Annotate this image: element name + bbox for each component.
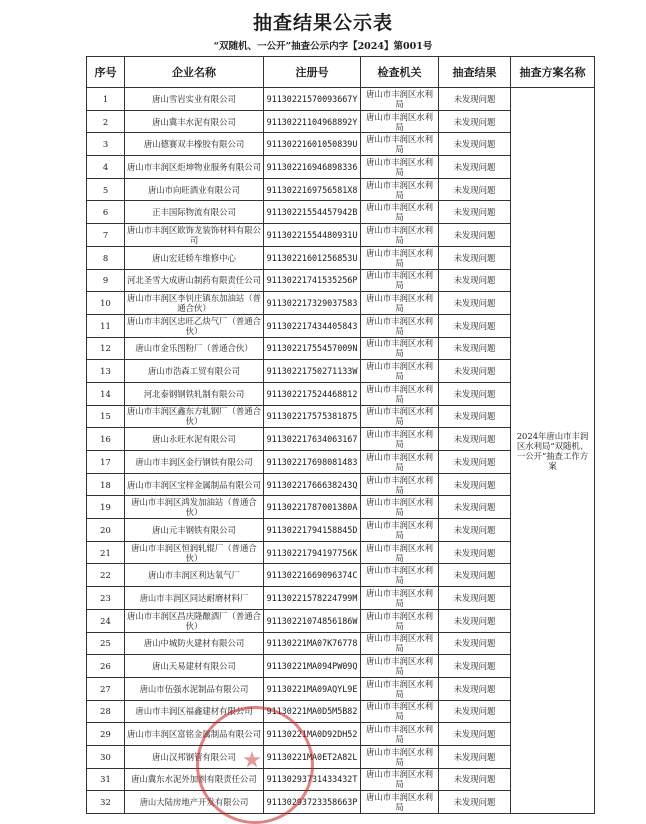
row-number: 25 bbox=[87, 632, 125, 655]
row-number: 16 bbox=[87, 428, 125, 451]
inspection-result: 未发现问题 bbox=[439, 224, 511, 247]
inspection-authority: 唐山市丰润区水利局 bbox=[361, 201, 439, 224]
company-name: 唐山市丰润区恒润轧辊厂（普通合伙） bbox=[125, 541, 264, 564]
inspection-result: 未发现问题 bbox=[439, 133, 511, 156]
inspection-result: 未发现问题 bbox=[439, 473, 511, 496]
inspection-result: 未发现问题 bbox=[439, 655, 511, 678]
company-name: 正丰国际物流有限公司 bbox=[125, 201, 264, 224]
table-row bbox=[87, 88, 595, 111]
inspection-result: 未发现问题 bbox=[439, 677, 511, 700]
registration-number: 91130221601050839U bbox=[264, 133, 361, 156]
inspection-result: 未发现问题 bbox=[439, 700, 511, 723]
row-number: 4 bbox=[87, 156, 125, 179]
table-body bbox=[87, 88, 595, 814]
company-name: 唐山市金乐图粉厂（普通合伙） bbox=[125, 337, 264, 360]
inspection-authority: 唐山市丰润区水利局 bbox=[361, 88, 439, 111]
inspection-authority: 唐山市丰润区水利局 bbox=[361, 745, 439, 768]
inspection-result: 未发现问题 bbox=[439, 110, 511, 133]
company-name: 唐山市丰润区同达耐磨材料厂 bbox=[125, 587, 264, 610]
column-header-name: 企业名称 bbox=[125, 57, 264, 88]
registration-number: 91130221741535256P bbox=[264, 269, 361, 292]
company-name: 唐山元丰钢铁有限公司 bbox=[125, 519, 264, 542]
row-number: 3 bbox=[87, 133, 125, 156]
company-name: 唐山德赛双丰橡胶有限公司 bbox=[125, 133, 264, 156]
company-name: 唐山市丰润区鸿发加油站（普通合伙） bbox=[125, 496, 264, 519]
inspection-result: 未发现问题 bbox=[439, 428, 511, 451]
row-number: 27 bbox=[87, 677, 125, 700]
registration-number: 91130221794197756K bbox=[264, 541, 361, 564]
row-number: 18 bbox=[87, 473, 125, 496]
inspection-authority: 唐山市丰润区水利局 bbox=[361, 496, 439, 519]
registration-number: 91130221755457009N bbox=[264, 337, 361, 360]
registration-number: 91130221074856186W bbox=[264, 609, 361, 632]
row-number: 13 bbox=[87, 360, 125, 383]
inspection-result: 未发现问题 bbox=[439, 246, 511, 269]
inspection-result: 未发现问题 bbox=[439, 201, 511, 224]
inspection-result: 未发现问题 bbox=[439, 269, 511, 292]
column-header-org: 检查机关 bbox=[361, 57, 439, 88]
company-name: 唐山汉邦钢管有限公司 bbox=[125, 745, 264, 768]
inspection-result: 未发现问题 bbox=[439, 541, 511, 564]
registration-number: 9113022169756581X8 bbox=[264, 178, 361, 201]
inspection-authority: 唐山市丰润区水利局 bbox=[361, 178, 439, 201]
inspection-result: 未发现问题 bbox=[439, 519, 511, 542]
inspection-authority: 唐山市丰润区水利局 bbox=[361, 110, 439, 133]
inspection-authority: 唐山市丰润区水利局 bbox=[361, 337, 439, 360]
registration-number: 91130293723358663P bbox=[264, 791, 361, 814]
inspection-result: 未发现问题 bbox=[439, 360, 511, 383]
company-name: 唐山宏廷轿车维修中心 bbox=[125, 246, 264, 269]
company-name: 唐山市丰润区金行钢铁有限公司 bbox=[125, 451, 264, 474]
company-name: 唐山市丰润区李钊庄镇东加油站（普通合伙） bbox=[125, 292, 264, 315]
inspection-authority: 唐山市丰润区水利局 bbox=[361, 269, 439, 292]
inspection-authority: 唐山市丰润区水利局 bbox=[361, 541, 439, 564]
company-name: 唐山中城防火建材有限公司 bbox=[125, 632, 264, 655]
inspection-authority: 唐山市丰润区水利局 bbox=[361, 473, 439, 496]
row-number: 5 bbox=[87, 178, 125, 201]
registration-number: 91130221554480931U bbox=[264, 224, 361, 247]
inspection-authority: 唐山市丰润区水利局 bbox=[361, 156, 439, 179]
inspection-result: 未发现问题 bbox=[439, 791, 511, 814]
registration-number: 91130221MA07K76778 bbox=[264, 632, 361, 655]
row-number: 31 bbox=[87, 768, 125, 791]
inspection-result: 未发现问题 bbox=[439, 632, 511, 655]
registration-number: 91130221MA094PW09Q bbox=[264, 655, 361, 678]
company-name: 唐山雪岩实业有限公司 bbox=[125, 88, 264, 111]
inspection-authority: 唐山市丰润区水利局 bbox=[361, 632, 439, 655]
registration-number: 91130221554457942B bbox=[264, 201, 361, 224]
company-name: 河北圣雪大成唐山制药有限责任公司 bbox=[125, 269, 264, 292]
inspection-authority: 唐山市丰润区水利局 bbox=[361, 224, 439, 247]
inspection-authority: 唐山市丰润区水利局 bbox=[361, 133, 439, 156]
company-name: 唐山市丰润区利达氧气厂 bbox=[125, 564, 264, 587]
registration-number: 91130221104968892Y bbox=[264, 110, 361, 133]
row-number: 12 bbox=[87, 337, 125, 360]
registration-number: 91130221750271133W bbox=[264, 360, 361, 383]
registration-number: 91130221MA0ET2A82L bbox=[264, 745, 361, 768]
registration-number: 91130221766638243Q bbox=[264, 473, 361, 496]
company-name: 唐山市丰润区忠旺乙炔气厂（普通合伙） bbox=[125, 314, 264, 337]
inspection-result: 未发现问题 bbox=[439, 451, 511, 474]
inspection-authority: 唐山市丰润区水利局 bbox=[361, 677, 439, 700]
registration-number: 911302217698081483 bbox=[264, 451, 361, 474]
row-number: 28 bbox=[87, 700, 125, 723]
row-number: 7 bbox=[87, 224, 125, 247]
column-header-result: 抽查结果 bbox=[439, 57, 511, 88]
registration-number: 91130221MA09AQYL9E bbox=[264, 677, 361, 700]
plan-name: 2024年唐山市丰润区水利局“双随机、一公开”抽查工作方案 bbox=[511, 88, 595, 814]
column-header-no: 序号 bbox=[87, 57, 125, 88]
inspection-authority: 唐山市丰润区水利局 bbox=[361, 700, 439, 723]
column-header-code: 注册号 bbox=[264, 57, 361, 88]
inspection-authority: 唐山市丰润区水利局 bbox=[361, 451, 439, 474]
inspection-result: 未发现问题 bbox=[439, 292, 511, 315]
registration-number: 91130221578224799M bbox=[264, 587, 361, 610]
registration-number: 91130221MA0D5M5B82 bbox=[264, 700, 361, 723]
company-name: 唐山市向旺酒业有限公司 bbox=[125, 178, 264, 201]
registration-number: 911302216946898336 bbox=[264, 156, 361, 179]
inspection-result: 未发现问题 bbox=[439, 405, 511, 428]
row-number: 1 bbox=[87, 88, 125, 111]
row-number: 29 bbox=[87, 723, 125, 746]
inspection-result: 未发现问题 bbox=[439, 337, 511, 360]
inspection-authority: 唐山市丰润区水利局 bbox=[361, 655, 439, 678]
inspection-result: 未发现问题 bbox=[439, 382, 511, 405]
inspection-authority: 唐山市丰润区水利局 bbox=[361, 791, 439, 814]
registration-number: 91130221669096374C bbox=[264, 564, 361, 587]
company-name: 唐山市丰润区宝梓金属制品有限公司 bbox=[125, 473, 264, 496]
company-name: 唐山市丰润区福鑫建材有限公司 bbox=[125, 700, 264, 723]
registration-number: 91130293731433432T bbox=[264, 768, 361, 791]
row-number: 8 bbox=[87, 246, 125, 269]
inspection-authority: 唐山市丰润区水利局 bbox=[361, 723, 439, 746]
registration-number: 911302217524468812 bbox=[264, 382, 361, 405]
company-name: 唐山市丰润区鑫东方轧钢厂（普通合伙） bbox=[125, 405, 264, 428]
inspection-result: 未发现问题 bbox=[439, 178, 511, 201]
row-number: 11 bbox=[87, 314, 125, 337]
inspection-result: 未发现问题 bbox=[439, 768, 511, 791]
inspection-result: 未发现问题 bbox=[439, 88, 511, 111]
table-header-row bbox=[87, 57, 595, 88]
company-name: 河北泰钢钢铁轧制有限公司 bbox=[125, 382, 264, 405]
registration-number: 91130221601256853U bbox=[264, 246, 361, 269]
row-number: 17 bbox=[87, 451, 125, 474]
company-name: 唐山市丰润区欧饰龙装饰材料有限公司 bbox=[125, 224, 264, 247]
inspection-authority: 唐山市丰润区水利局 bbox=[361, 246, 439, 269]
inspection-authority: 唐山市丰润区水利局 bbox=[361, 382, 439, 405]
row-number: 23 bbox=[87, 587, 125, 610]
row-number: 19 bbox=[87, 496, 125, 519]
registration-number: 911302217434405843 bbox=[264, 314, 361, 337]
inspection-authority: 唐山市丰润区水利局 bbox=[361, 564, 439, 587]
inspection-authority: 唐山市丰润区水利局 bbox=[361, 428, 439, 451]
row-number: 2 bbox=[87, 110, 125, 133]
row-number: 30 bbox=[87, 745, 125, 768]
inspection-authority: 唐山市丰润区水利局 bbox=[361, 768, 439, 791]
row-number: 32 bbox=[87, 791, 125, 814]
company-name: 唐山市丰润区昌庆隆酿酒厂（普通合伙） bbox=[125, 609, 264, 632]
registration-number: 911302217329037583 bbox=[264, 292, 361, 315]
inspection-result: 未发现问题 bbox=[439, 745, 511, 768]
inspection-result: 未发现问题 bbox=[439, 723, 511, 746]
company-name: 唐山冀东水泥外加剂有限责任公司 bbox=[125, 768, 264, 791]
company-name: 唐山市丰润区富铭金属制品有限公司 bbox=[125, 723, 264, 746]
company-name: 唐山冀丰水泥有限公司 bbox=[125, 110, 264, 133]
column-header-plan: 抽查方案名称 bbox=[511, 57, 595, 88]
registration-number: 911302217634063167 bbox=[264, 428, 361, 451]
registration-number: 91130221794158845D bbox=[264, 519, 361, 542]
row-number: 20 bbox=[87, 519, 125, 542]
inspection-authority: 唐山市丰润区水利局 bbox=[361, 314, 439, 337]
inspection-authority: 唐山市丰润区水利局 bbox=[361, 405, 439, 428]
company-name: 唐山大陆房地产开发有限公司 bbox=[125, 791, 264, 814]
row-number: 14 bbox=[87, 382, 125, 405]
inspection-result: 未发现问题 bbox=[439, 609, 511, 632]
registration-number: 91130221MA0D92DH52 bbox=[264, 723, 361, 746]
inspection-authority: 唐山市丰润区水利局 bbox=[361, 292, 439, 315]
inspection-result: 未发现问题 bbox=[439, 314, 511, 337]
inspection-authority: 唐山市丰润区水利局 bbox=[361, 360, 439, 383]
page-title: 抽查结果公示表 bbox=[252, 12, 393, 34]
registration-number: 91130221570093667Y bbox=[264, 88, 361, 111]
row-number: 9 bbox=[87, 269, 125, 292]
row-number: 21 bbox=[87, 541, 125, 564]
company-name: 唐山市丰润区炬坤物业服务有限公司 bbox=[125, 156, 264, 179]
inspection-result: 未发现问题 bbox=[439, 496, 511, 519]
inspection-result: 未发现问题 bbox=[439, 564, 511, 587]
registration-number: 91130221787001380A bbox=[264, 496, 361, 519]
results-table bbox=[86, 56, 595, 814]
row-number: 10 bbox=[87, 292, 125, 315]
row-number: 26 bbox=[87, 655, 125, 678]
document-number: “双随机、一公开”抽查公示内字【2024】第001号 bbox=[213, 41, 433, 52]
row-number: 24 bbox=[87, 609, 125, 632]
company-name: 唐山市浩森工贸有限公司 bbox=[125, 360, 264, 383]
company-name: 唐山永旺水泥有限公司 bbox=[125, 428, 264, 451]
inspection-result: 未发现问题 bbox=[439, 156, 511, 179]
row-number: 6 bbox=[87, 201, 125, 224]
company-name: 唐山市伍强水泥制品有限公司 bbox=[125, 677, 264, 700]
row-number: 15 bbox=[87, 405, 125, 428]
inspection-result: 未发现问题 bbox=[439, 587, 511, 610]
row-number: 22 bbox=[87, 564, 125, 587]
company-name: 唐山天易建材有限公司 bbox=[125, 655, 264, 678]
registration-number: 911302217575381875 bbox=[264, 405, 361, 428]
inspection-authority: 唐山市丰润区水利局 bbox=[361, 519, 439, 542]
inspection-authority: 唐山市丰润区水利局 bbox=[361, 609, 439, 632]
inspection-authority: 唐山市丰润区水利局 bbox=[361, 587, 439, 610]
